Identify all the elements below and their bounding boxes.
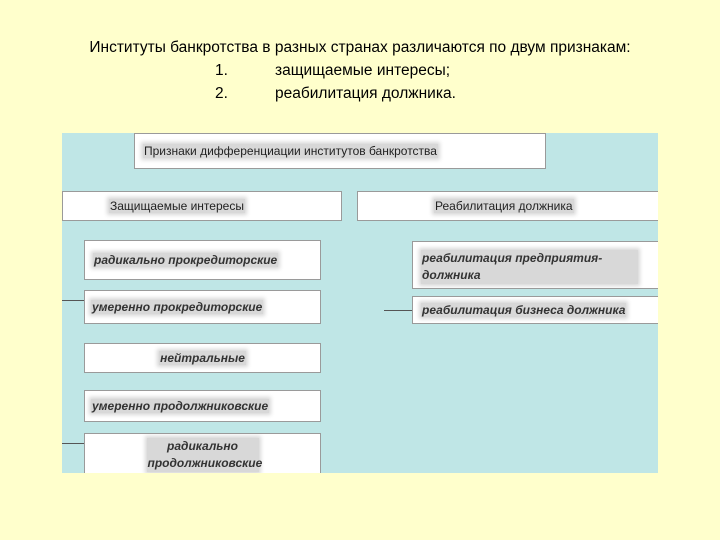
right-header-box (357, 191, 658, 221)
left-item-box (84, 343, 321, 373)
left-item-label: нейтральные (160, 351, 245, 365)
left-item-label: радикально продолжниковские (147, 439, 263, 470)
right-item-label: реабилитация предприятия-должника (421, 250, 638, 284)
left-item-label: умеренно продолжниковские (92, 399, 269, 413)
right-item-label: реабилитация бизнеса должника (422, 303, 626, 317)
left-item-box (84, 290, 321, 324)
left-item-label: радикально прокредиторские (94, 253, 278, 267)
right-item-box (412, 296, 658, 324)
intro-item-label: реабилитация должника. (275, 85, 456, 102)
intro-item (0, 59, 720, 82)
intro-item-number: 2. (215, 85, 228, 102)
left-header-label: Защищаемые интересы (110, 199, 244, 213)
diagram-title-box (134, 133, 546, 169)
intro-item-label: защищаемые интересы; (275, 62, 451, 79)
intro-item (0, 82, 720, 105)
connector-line (62, 443, 84, 444)
left-item-box (84, 433, 321, 473)
intro-text-block (0, 36, 720, 105)
left-item-box (84, 390, 321, 422)
diagram-panel (62, 133, 658, 473)
left-header-box (62, 191, 342, 221)
left-item-box (84, 240, 321, 280)
connector-line (384, 310, 412, 311)
diagram-title: Признаки дифференциации институтов банкротства (144, 144, 437, 158)
left-item-label: умеренно прокредиторские (92, 300, 263, 314)
connector-line (62, 300, 84, 301)
intro-item-number: 1. (215, 62, 228, 79)
right-item-box (412, 241, 658, 289)
right-header-label: Реабилитация должника (435, 199, 573, 213)
intro-heading: Институты банкротства в разных странах различаются по двум признакам: (89, 39, 631, 56)
